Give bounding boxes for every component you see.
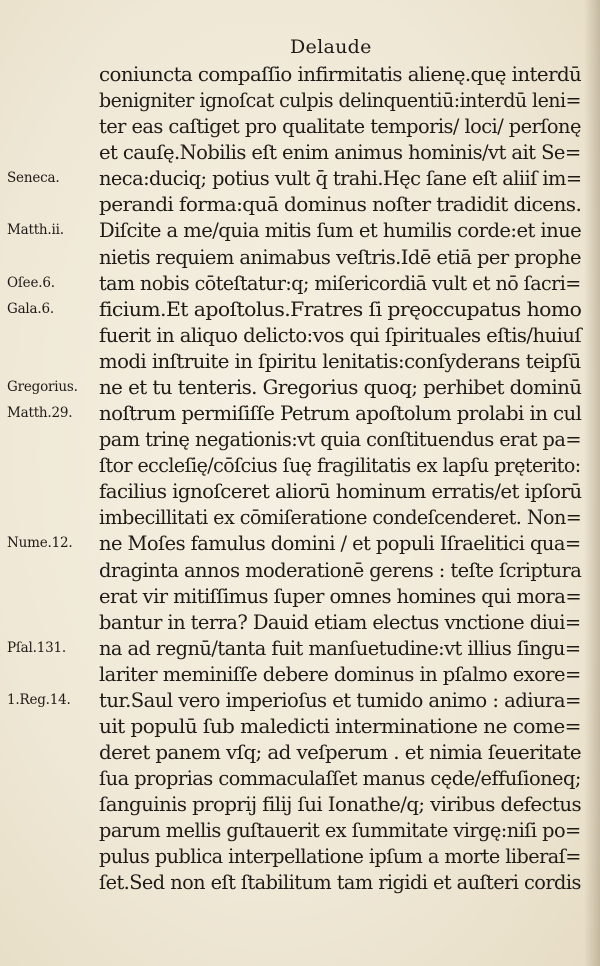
text-line: ſanguinis proprij filij ſui Ionathe/q; viribus defectus (99, 793, 582, 817)
text-line: et cauſę.Nobilis eſt enim animus hominis/vt ait Se= (99, 141, 581, 165)
margin-note: 1.Reg.14. (7, 691, 71, 708)
text-line: tur.Saul vero imperioſus et tumido animo : adiura= (99, 688, 581, 712)
text-line: perandi forma:quā dominus noſter tradidit dicens. (99, 193, 582, 217)
text-line: coniuncta compaſſio infirmitatis alienę.quę interdū (99, 63, 582, 86)
text-line: ſua proprias commaculaſſet manus cęde/effuſioneq; (99, 767, 581, 791)
text-line: lariter meminiſſe debere dominus in pſalmo exore= (99, 662, 581, 686)
margin-note: Pſal.131. (7, 639, 66, 656)
running-head: Delaude (290, 36, 372, 58)
page-edge-shadow (584, 0, 600, 966)
text-line: tam nobis cōteſtatur:q; miſericordiā vult et nō ſacri= (99, 271, 581, 295)
margin-note: Matth.29. (7, 405, 73, 422)
text-line: neca:duciq; potius vult q̄ trahi.Hęc ſane eſt aliiſ im= (99, 167, 582, 191)
text-line: pulus publica interpellatione ipſum a morte liberaſ= (99, 845, 581, 869)
text-line: na ad regnū/tanta fuit manſuetudine:vt illius ſingu= (99, 636, 581, 660)
margin-note: Oſee.6. (7, 274, 55, 291)
text-line: parum mellis guſtauerit ex ſummitate virgę:niſi po= (99, 819, 581, 843)
text-line: imbecillitati ex cōmiſeratione condeſcenderet. Non= (99, 506, 582, 530)
text-line: nietis requiem animabus veſtris.Idē etiā per prophe (99, 245, 581, 269)
text-line: erat vir mitiſſimus ſuper omnes homines qui mora= (99, 584, 582, 608)
text-line: ficium.Et apoſtolus.Fratres ſi pręoccupatus homo (99, 297, 582, 321)
margin-note: Seneca. (7, 170, 60, 187)
text-line: bantur in terra? Dauid etiam electus vnctione diui= (99, 610, 581, 634)
margin-note: Gregorius. (7, 378, 78, 395)
text-line: ter eas caſtiget pro qualitate temporis/ loci/ perſonę (99, 115, 581, 139)
text-line: fuerit in aliquo delicto:vos qui ſpirituales eſtis/huiuſ (99, 323, 582, 347)
text-line: modi inſtruite in ſpiritu lenitatis:conſyderans teipſū (99, 349, 581, 373)
text-line: ſet.Sed non eſt ſtabilitum tam rigidi et auſteri cordis (99, 871, 581, 895)
text-line: benigniter ignoſcat culpis delinquentiū:interdū leni= (99, 89, 581, 113)
text-line: deret panem vſq; ad veſperum . et nimia ſeueritate (99, 741, 581, 765)
margin-note: Matth.ii. (7, 222, 64, 239)
text-line: ne Moſes famulus domini / et populi Iſraelitici qua= (99, 532, 581, 556)
text-line: draginta annos moderationē gerens : teſte ſcriptura (99, 558, 582, 582)
text-line: facilius ignoſceret aliorū hominum erratis/et ipſorū (99, 480, 582, 504)
text-line: Diſcite a me/quia mitis ſum et humilis corde:et inue (99, 219, 582, 243)
text-line: ne et tu tenteris. Gregorius quoq; perhibet dominū (99, 375, 582, 399)
text-line: noſtrum permiſiſſe Petrum apoſtolum prolabi in cul (99, 402, 582, 426)
text-line: uit populū ſub maledicti interminatione ne come= (99, 715, 581, 738)
text-line: ſtor eccleſię/cōſcius ſuę fragilitatis ex lapſu pręterito: (99, 454, 581, 478)
text-line: pam trinę negationis:vt quia conſtituendus erat pa= (99, 428, 581, 452)
margin-note: Gala.6. (7, 300, 54, 317)
margin-note: Nume.12. (7, 535, 73, 552)
